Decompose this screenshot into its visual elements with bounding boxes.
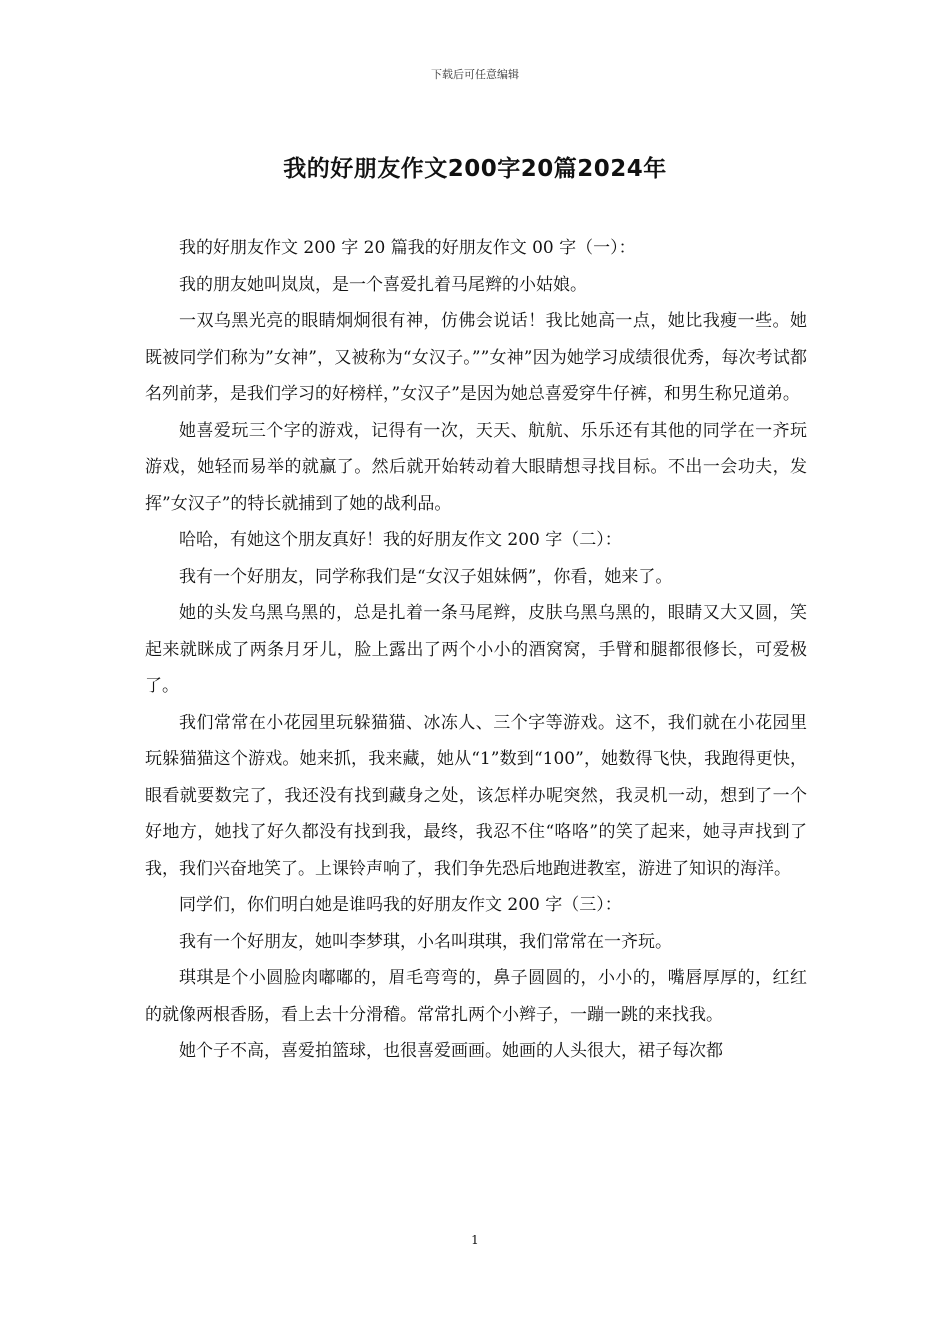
paragraph: 我们常常在小花园里玩躲猫猫、冰冻人、三个字等游戏。这不，我们就在小花园里玩躲猫猫这个游戏。她来抓，我来藏，她从“1”数到“100”，她数得飞快，我跑得更快，眼看就要数完了，我还没有找到藏身之处，该怎样办呢突然，我灵机一动，想到了一个好地方，她找了好久都没有找到我，最终，我忍不住“咯咯”的笑了起来，她寻声找到了我，我们兴奋地笑了。上课铃声响了，我们争先恐后地跑进教室，游进了知识的海洋。 <box>145 712 807 879</box>
paragraph: 她的头发乌黑乌黑的，总是扎着一条马尾辫，皮肤乌黑乌黑的，眼睛又大又圆，笑起来就眯成了两条月牙儿，脸上露出了两个小小的酒窝窝，手臂和腿都很修长，可爱极了。 <box>145 603 807 696</box>
paragraph: 我的好朋友作文 200 字 20 篇我的好朋友作文 00 字（一）： <box>179 238 636 258</box>
paragraph: 我有一个好朋友，她叫李梦琪，小名叫琪琪，我们常常在一齐玩。 <box>179 931 672 952</box>
paragraph: 同学们，你们明白她是谁吗我的好朋友作文 200 字（三）： <box>179 895 622 915</box>
paragraph: 她喜爱玩三个字的游戏，记得有一次，天天、航航、乐乐还有其他的同学在一齐玩游戏，她轻而易举的就赢了。然后就开始转动着大眼睛想寻找目标。不出一会功夫，发挥”女汉子”的特长就捕到了她的战利品。 <box>145 420 807 514</box>
page-number: 1 <box>471 1233 479 1247</box>
paragraph: 哈哈，有她这个朋友真好！我的好朋友作文 200 字（二）： <box>179 530 622 550</box>
document-title: 我的好朋友作文200字20篇2024年 <box>283 156 667 182</box>
paragraph: 我的朋友她叫岚岚，是一个喜爱扎着马尾辫的小姑娘。 <box>179 274 587 295</box>
paragraph: 琪琪是个小圆脸肉嘟嘟的，眉毛弯弯的，鼻子圆圆的，小小的，嘴唇厚厚的，红红的就像两根香肠，看上去十分滑稽。常常扎两个小辫子，一蹦一跳的来找我。 <box>145 968 807 1025</box>
paragraph: 一双乌黑光亮的眼睛炯炯很有神，仿佛会说话！我比她高一点，她比我瘦一些。她既被同学们称为”女神”，又被称为“女汉子。””女神”因为她学习成绩很优秀，每次考试都名列前茅，是我们学习的好榜样，”女汉子”是因为她总喜爱穿牛仔裤，和男生称兄道弟。 <box>145 311 807 404</box>
paragraph: 我有一个好朋友，同学称我们是“女汉子姐妹俩”，你看，她来了。 <box>179 566 673 587</box>
header-note: 下载后可任意编辑 <box>431 68 519 81</box>
article-body <box>145 230 807 1070</box>
paragraph: 她个子不高，喜爱拍篮球，也很喜爱画画。她画的人头很大，裙子每次都 <box>179 1041 723 1061</box>
